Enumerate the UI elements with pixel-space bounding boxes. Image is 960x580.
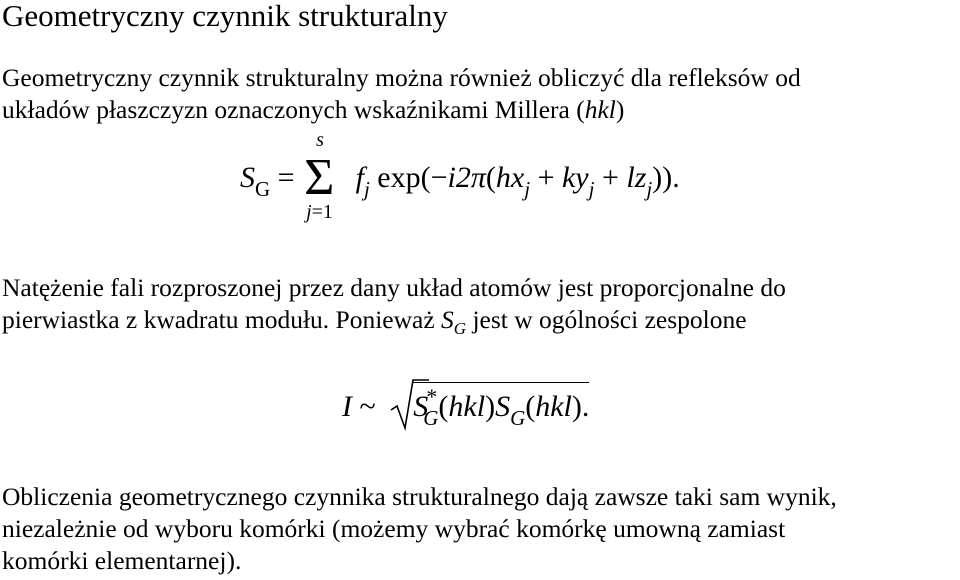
sum-lower-var: j	[306, 201, 312, 223]
intensity-line-2-suffix: jest w ogólności zespolone	[466, 305, 747, 334]
intensity-line-1: Natężenie fali rozproszonej przez dany układ atomów jest proporcjonalne do	[2, 273, 786, 302]
conclusion-line-3: komórki elementarnej).	[2, 546, 242, 575]
intro-line-1: Geometryczny czynnik strukturalny można również obliczyć dla refleksów od	[2, 63, 801, 92]
formula2-lhs: I	[342, 390, 352, 423]
sum-upper-limit: s	[316, 129, 324, 151]
formula1-hx: hx	[495, 161, 525, 194]
square-root-sign	[389, 382, 413, 426]
intensity-paragraph	[2, 272, 786, 336]
intensity-S: S	[441, 305, 454, 334]
formula2-S1-sub: G	[423, 406, 439, 430]
formula1-i: i	[447, 161, 456, 194]
intro-line-2-suffix: )	[615, 95, 625, 124]
formula1-f-sub: j	[363, 177, 370, 201]
formula2-S2-sub: G	[510, 406, 526, 430]
formula1-exp-open: exp(−	[377, 161, 448, 194]
formula1-ky-sub: j	[588, 177, 595, 201]
intensity-formula	[342, 382, 590, 430]
formula2-S1: S	[413, 390, 429, 423]
formula2-hkl2: hkl	[535, 390, 572, 423]
structure-factor-formula	[240, 129, 680, 223]
formula1-open-paren: (	[485, 161, 496, 194]
intensity-line-2-prefix: pierwiastka z kwadratu modułu. Ponieważ	[2, 305, 442, 334]
formula1-ky: ky	[561, 161, 589, 194]
conclusion-line-2: niezależnie od wyboru komórki (możemy wybrać komórkę umowną zamiast	[2, 514, 786, 543]
sum-lower-rest: =1	[311, 201, 333, 223]
formula1-plus-2: +	[594, 161, 627, 194]
formula1-lz: lz	[626, 161, 647, 194]
formula1-lz-sub: j	[646, 177, 653, 201]
intro-hkl: hkl	[584, 95, 616, 124]
formula1-equals: =	[277, 161, 295, 194]
sum-symbol: Σ	[304, 149, 335, 206]
formula1-two-pi: 2π	[455, 161, 486, 194]
formula2-hkl1-open: (	[438, 390, 449, 423]
formula1-f: f	[355, 161, 364, 194]
formula2-hkl1: hkl	[448, 390, 486, 423]
intro-line-2-prefix: układów płaszczyzn oznaczonych wskaźnikami Millera (	[2, 95, 585, 124]
formula1-plus-1: +	[530, 161, 562, 194]
summation	[304, 129, 344, 223]
formula2-hkl2-open: (	[525, 390, 536, 423]
intensity-S-sub: G	[453, 319, 467, 338]
formula2-tilde: ~	[352, 390, 384, 423]
formula1-close: )).	[652, 161, 680, 194]
conclusion-paragraph	[2, 481, 837, 577]
slide-title: Geometryczny czynnik strukturalny	[2, 0, 448, 33]
formula2-S2: S	[495, 390, 511, 423]
formula1-lhs-sub: G	[255, 177, 271, 201]
formula2-hkl1-close: )	[485, 390, 496, 423]
conclusion-line-1: Obliczenia geometrycznego czynnika strukturalnego dają zawsze taki sam wynik,	[2, 482, 837, 511]
radicand	[413, 382, 590, 430]
intro-line-2	[2, 94, 801, 126]
formula1-lhs: S	[240, 161, 255, 194]
formula2-S1-sup: *	[426, 384, 438, 409]
intensity-line-2	[2, 304, 786, 336]
sum-lower-limit	[306, 202, 333, 222]
intro-paragraph	[2, 62, 801, 126]
formula2-hkl2-close: ).	[571, 390, 590, 423]
formula1-hx-sub: j	[524, 177, 531, 201]
